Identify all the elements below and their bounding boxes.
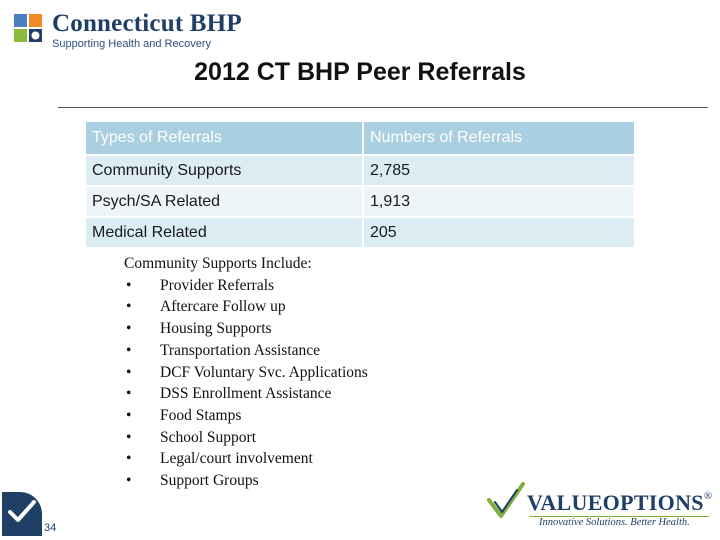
referral-count-cell: 2,785	[364, 156, 634, 185]
list-item	[124, 275, 368, 297]
list-item-text: Housing Supports	[160, 320, 272, 338]
table-header-row	[86, 122, 634, 154]
list-item-text: School Support	[160, 428, 257, 446]
referral-count-cell: 1,913	[364, 187, 634, 216]
referral-count-cell: 205	[364, 218, 634, 247]
list-item	[124, 362, 368, 384]
list-item	[124, 405, 368, 427]
referrals-table	[84, 120, 636, 249]
header-numbers-of-referrals: Numbers of Referrals	[364, 122, 634, 154]
table-row	[86, 187, 634, 216]
slide-title: 2012 CT BHP Peer Referrals	[194, 58, 526, 86]
logo-subtitle: Supporting Health and Recovery	[52, 38, 211, 50]
referral-type-cell: Community Supports	[86, 156, 362, 185]
header-types-of-referrals: Types of Referrals	[86, 122, 362, 154]
list-item-text: Transportation Assistance	[160, 341, 321, 359]
list-item	[124, 470, 368, 492]
bhp-logo-mark-icon	[14, 14, 44, 44]
list-item	[124, 318, 368, 340]
valueoptions-check-icon	[487, 482, 525, 522]
list-item-text: DSS Enrollment Assistance	[160, 385, 332, 403]
bullet-icon: •	[126, 341, 132, 359]
title-divider	[58, 107, 708, 108]
bullet-icon: •	[126, 320, 132, 338]
list-item	[124, 340, 368, 362]
list-item-text: Support Groups	[160, 472, 259, 490]
table-row	[86, 156, 634, 185]
connecticut-bhp-logo	[14, 10, 244, 48]
valueoptions-wordmark	[527, 490, 712, 516]
list-item	[124, 427, 368, 449]
list-item-text: DCF Voluntary Svc. Applications	[160, 363, 368, 381]
list-item	[124, 448, 368, 470]
list-item-text: Aftercare Follow up	[160, 298, 286, 316]
bullet-icon: •	[126, 276, 132, 294]
referral-type-cell: Medical Related	[86, 218, 362, 247]
list-heading: Community Supports Include:	[124, 255, 312, 272]
list-item-text: Legal/court involvement	[160, 450, 313, 468]
bullet-icon: •	[126, 450, 132, 468]
bullet-icon: •	[126, 472, 132, 490]
bullet-icon: •	[126, 363, 132, 381]
bullet-icon: •	[126, 298, 132, 316]
page-number: 34	[44, 522, 57, 534]
list-item	[124, 296, 368, 318]
brand-tagline: Innovative Solutions. Better Health.	[539, 517, 690, 528]
list-item-text: Food Stamps	[160, 406, 242, 424]
bullet-icon: •	[126, 406, 132, 424]
community-supports-list	[124, 253, 368, 492]
table-row	[86, 218, 634, 247]
logo-title: Connecticut BHP	[52, 10, 242, 37]
list-item-text: Provider Referrals	[160, 276, 275, 294]
list-item	[124, 383, 368, 405]
brand-name: VALUEOPTIONS	[527, 490, 704, 515]
registered-mark: ®	[703, 490, 713, 502]
bullet-icon: •	[126, 428, 132, 446]
valueoptions-logo	[487, 482, 715, 532]
checkmark-icon	[7, 497, 37, 527]
bullet-icon: •	[126, 385, 132, 403]
referral-type-cell: Psych/SA Related	[86, 187, 362, 216]
